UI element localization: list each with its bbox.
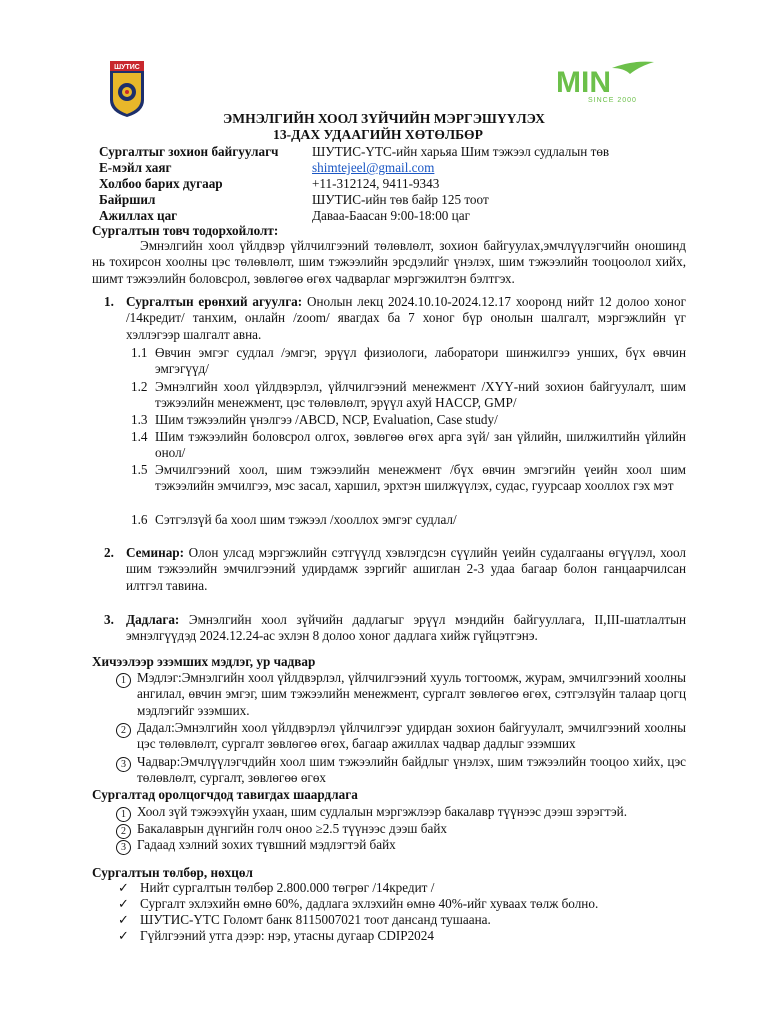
- requirement-item: Бакалаврын дүнгийн голч оноо ≥2.5 түүнээс дээш байх: [137, 821, 447, 836]
- min-logo: [552, 58, 656, 104]
- university-logo: [109, 60, 145, 118]
- section3-number: 3.: [104, 612, 114, 627]
- info-label-email: Е-мэйл хаяг: [99, 160, 172, 175]
- list-item: Шим тэжээлийн боловсрол олгох, зөвлөгөө өгөх арга зүй/ зан үйлийн, шилжилтийн үйлийн онол/: [155, 429, 686, 461]
- list-item-num: 1.4: [131, 429, 148, 444]
- requirements-heading: Сургалтад оролцогчдод тавигдах шаардлага: [92, 787, 358, 802]
- page-subtitle: 13-ДАХ УДААГИЙН ХӨТӨЛБӨР: [273, 127, 483, 142]
- payment-heading: Сургалтын төлбөр, нөхцөл: [92, 865, 253, 880]
- info-value-phone: +11-312124, 9411-9343: [312, 176, 440, 191]
- payment-item: Сургалт эхлэхийн өмнө 60%, дадлага эхлэхийн өмнө 40%-ийг хуваах төлж болно.: [140, 896, 599, 911]
- section2-number: 2.: [104, 545, 114, 560]
- outcome-item: Мэдлэг:Эмнэлгийн хоол үйлдвэрлэл, үйлчилгээний хууль тогтоомж, журам, эмчилгээний хоолны ангилал, өвчин эмгэг, шим тэжээлийн менежмент, сургалт зөвлөгөө өгөх, сэтгэлзүйн талаар цогц мэдлэгийг эзэмших.: [137, 670, 686, 718]
- info-label-location: Байршил: [99, 192, 156, 207]
- list-item: Сэтгэлзүй ба хоол шим тэжээл /хооллох эмгэг судлал/: [155, 512, 457, 527]
- info-value-organizer: ШУТИС-ҮТС-ийн харьяа Шим тэжээл судлалын төв: [312, 144, 610, 159]
- list-item-num: 1.5: [131, 462, 148, 477]
- page-title: ЭМНЭЛГИЙН ХООЛ ЗҮЙЧИЙН МЭРГЭШҮҮЛЭХ: [223, 111, 545, 126]
- section1-title: Сургалтын ерөнхий агуулга:: [126, 294, 303, 309]
- list-item-num: 1.6: [131, 512, 148, 527]
- section1-number: 1.: [104, 294, 114, 309]
- check-icon: ✓: [118, 912, 129, 927]
- min-logo-text: MIN: [556, 66, 611, 99]
- check-icon: ✓: [118, 928, 129, 943]
- requirement-item: Гадаад хэлний зохих түвшний мэдлэгтэй байх: [137, 837, 396, 852]
- outcome-item: Чадвар:Эмчлүүлэгчдийн хоол шим тэжээлийн байдлыг үнэлэх, шим тэжээлийн тооцоо хийх, цэс төлөвлөлт, сургалт, зөвлөгөө өгөх: [137, 754, 686, 786]
- section2-text: Олон улсад мэргэжлийн сэтгүүлд хэвлэгдсэн сүүлийн үеийн судалгааны өгүүлэл, хоол шим тэжээлийн эмчилгээний удирдамж зэргийг ашиглан 2-3 удаа багаар болон ганцаарчилсан илтгэл тавина.: [126, 545, 686, 593]
- section3-title: Дадлага:: [126, 612, 180, 627]
- section3-text: Эмнэлгийн хоол зүйчийн дадлагыг эрүүл мэндийн байгууллага, II,III-шатлалтын эмнэлгүүдэд 2024.12.24-ас эхлэн 8 долоо хоног дадлага хийж гүйцэтгэнэ.: [126, 612, 686, 644]
- info-label-hours: Ажиллах цаг: [99, 208, 178, 223]
- email-link[interactable]: shimtejeel@gmail.com: [312, 160, 435, 175]
- list-item-num: 1.3: [131, 412, 148, 427]
- summary-text: Эмнэлгийн хоол үйлдвэр үйлчилгээний төлөвлөлт, зохион байгуулах,эмчлүүлэгчийн оношинд нь тохирсон хоолны цэс төлөвлөлт, шим тэжээлийн эрсдэлийг үнэлэх, шим тэжээлийн тооцоолол хийх, шимт тэжээлийн боловсрол, зөвлөгөө өгөх чадварлаг мэргэжилтэн бэлтгэх.: [92, 238, 686, 286]
- section2-body: [126, 545, 686, 594]
- section1-text: Онолын лекц 2024.10.10-2024.12.17 хооронд нийт 12 долоо хоног /14кредит/ танхим, онлайн /zoom/ явагдах ба 7 хоног бүр онолын шалгалт, мэргэжлийн үг хэллэгээр шалгалт авна.: [126, 294, 686, 342]
- outcomes-heading: Хичээлээр эзэмших мэдлэг, ур чадвар: [92, 654, 316, 669]
- info-value-hours: Даваа-Баасан 9:00-18:00 цаг: [312, 208, 470, 223]
- list-item-num: 1.1: [131, 345, 148, 360]
- section3-body: [126, 612, 686, 645]
- circled-number: 1: [116, 804, 135, 822]
- circled-number: 3: [116, 754, 135, 772]
- payment-item: Гүйлгээний утга дээр: нэр, утасны дугаар CDIP2024: [140, 928, 434, 943]
- circled-number: 3: [116, 837, 135, 855]
- min-logo-subtext: SINCE 2000: [588, 97, 637, 104]
- section2-title: Семинар:: [126, 545, 185, 560]
- outcome-item: Дадал:Эмнэлгийн хоол үйлдвэрлэл үйлчилгээг удирдан зохион байгуулалт, эмчилгээний хоолны цэс төлөвлөлт, сургалт зөвлөгөө өгөх, багаар ажиллах чадвар дадлыг эзэмших: [137, 720, 686, 752]
- circled-number: 2: [116, 821, 135, 839]
- payment-item: ШУТИС-ҮТС Голомт банк 8115007021 тоот дансанд тушаана.: [140, 912, 491, 927]
- payment-item: Нийт сургалтын төлбөр 2.800.000 төгрөг /14кредит /: [140, 880, 435, 895]
- list-item: Эмнэлгийн хоол үйлдвэрлэл, үйлчилгээний менежмент /ХҮҮ-ний зохион байгуулалт, шим тэжээлийн менежмент, цэс төлөвлөлт, эрүүл ахуй HACCP, GMP/: [155, 379, 686, 411]
- requirement-item: Хоол зүй тэжээхүйн ухаан, шим судлалын мэргэжлээр бакалавр түүнээс дээш зэрэгтэй.: [137, 804, 628, 819]
- info-label-organizer: Сургалтыг зохион байгуулагч: [99, 144, 279, 159]
- list-item: Өвчин эмгэг судлал /эмгэг, эрүүл физиологи, лаборатори шинжилгээ унших, бүх өвчин эмгэгүүд/: [155, 345, 686, 377]
- list-item: Эмчилгээний хоол, шим тэжээлийн менежмент /бүх өвчин эмгэгийн үеийн хоол шим тэжээлийн эмчилгээ, мэс засал, харшил, эрхтэн шилжүүлэх, судас, гуурсаар хооллох гэх мэт: [155, 462, 686, 494]
- circled-number: 1: [116, 670, 135, 688]
- info-label-phone: Холбоо барих дугаар: [99, 176, 223, 191]
- circled-number: 2: [116, 720, 135, 738]
- section1-body: [126, 294, 686, 343]
- info-value-location: ШУТИС-ийн төв байр 125 тоот: [312, 192, 489, 207]
- check-icon: ✓: [118, 896, 129, 911]
- list-item: Шим тэжээлийн үнэлгээ /ABCD, NCP, Evaluation, Case study/: [155, 412, 498, 427]
- summary-heading: Сургалтын товч тодорхойлолт:: [92, 223, 279, 238]
- check-icon: ✓: [118, 880, 129, 895]
- university-logo-text: ШУТИС: [114, 64, 140, 71]
- list-item-num: 1.2: [131, 379, 148, 394]
